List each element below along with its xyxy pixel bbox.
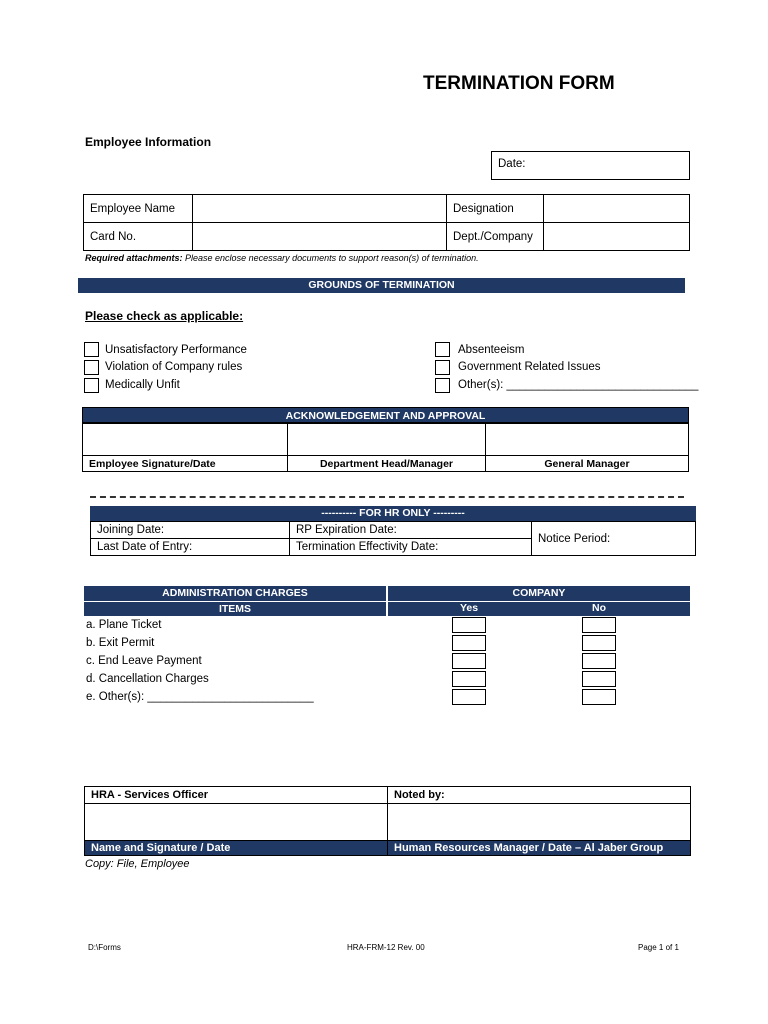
grounds-bar: GROUNDS OF TERMINATION [78,278,685,293]
dept-company-label: Dept./Company [447,223,544,251]
name-signature-caption: Name and Signature / Date [85,841,388,856]
footer-page-number: Page 1 of 1 [638,943,679,952]
employee-signature-caption: Employee Signature/Date [83,456,288,472]
yes-header-label: Yes [460,602,479,614]
rp-expiration-cell[interactable]: RP Expiration Date: [290,522,532,539]
no-checkbox-exit-permit[interactable] [582,635,616,651]
ground-label-medically-unfit: Medically Unfit [105,379,180,391]
termination-effectivity-cell[interactable]: Termination Effectivity Date: [290,539,532,556]
employee-signature-box[interactable] [83,424,288,456]
general-manager-caption: General Manager [486,456,689,472]
approval-bar: ACKNOWLEDGEMENT AND APPROVAL [82,407,689,423]
checkbox-absenteeism[interactable] [435,342,450,357]
grounds-left-group [84,342,414,397]
admin-item-plane-ticket: a. Plane Ticket [86,619,162,631]
yes-checkbox-end-leave[interactable] [452,653,486,669]
cut-line-divider [90,496,684,498]
copy-note: Copy: File, Employee [85,858,190,870]
notice-period-cell[interactable]: Notice Period: [532,522,696,556]
designation-label: Designation [447,195,544,223]
no-checkbox-plane-ticket[interactable] [582,617,616,633]
hra-officer-signature-box[interactable] [85,804,388,841]
check-applicable-heading: Please check as applicable: [85,309,244,323]
employee-name-field[interactable] [193,195,447,223]
admin-item-others: e. Other(s): __________________________ [86,691,314,703]
employee-info-table [83,194,690,251]
yes-checkbox-exit-permit[interactable] [452,635,486,651]
ground-label-violation: Violation of Company rules [105,361,243,373]
yes-no-header [388,602,690,616]
card-no-field[interactable] [193,223,447,251]
checkbox-others[interactable] [435,378,450,393]
general-manager-signature-box[interactable] [486,424,689,456]
form-title: TERMINATION FORM [423,73,615,94]
checkbox-violation[interactable] [84,360,99,375]
checkbox-medically-unfit[interactable] [84,378,99,393]
yes-checkbox-cancellation[interactable] [452,671,486,687]
items-header: ITEMS [84,602,386,616]
date-label: Date: [498,158,526,170]
designation-field[interactable] [544,195,690,223]
ground-label-government: Government Related Issues [458,361,601,373]
grounds-right-group [435,342,699,397]
no-checkbox-cancellation[interactable] [582,671,616,687]
no-checkbox-others[interactable] [582,689,616,705]
ground-label-others: Other(s): ______________________________ [458,379,699,391]
required-attachments-text: Please enclose necessary documents to support reason(s) of termination. [182,253,479,263]
ground-label-unsatisfactory: Unsatisfactory Performance [105,344,247,356]
hr-manager-caption: Human Resources Manager / Date – Al Jaber Group [388,841,691,856]
noted-by-signature-box[interactable] [388,804,691,841]
dept-company-field[interactable] [544,223,690,251]
date-field[interactable] [491,151,690,180]
department-head-signature-box[interactable] [288,424,486,456]
checkbox-government[interactable] [435,360,450,375]
employee-name-label: Employee Name [84,195,193,223]
required-attachments-label: Required attachments: [85,253,183,263]
ground-label-absenteeism: Absenteeism [458,344,525,356]
admin-item-cancellation: d. Cancellation Charges [86,673,209,685]
admin-item-exit-permit: b. Exit Permit [86,637,155,649]
approval-table [82,423,689,472]
required-attachments-note [85,253,479,263]
yes-checkbox-plane-ticket[interactable] [452,617,486,633]
department-head-caption: Department Head/Manager [288,456,486,472]
admin-item-end-leave: c. End Leave Payment [86,655,202,667]
admin-charges-header: ADMINISTRATION CHARGES [84,586,386,601]
signoff-table [84,786,691,856]
checkbox-unsatisfactory[interactable] [84,342,99,357]
hr-only-bar: ---------- FOR HR ONLY --------- [90,506,696,521]
employee-info-heading: Employee Information [85,135,212,149]
no-checkbox-end-leave[interactable] [582,653,616,669]
hra-officer-title: HRA - Services Officer [85,787,388,804]
no-header-label: No [592,602,606,614]
card-no-label: Card No. [84,223,193,251]
footer-form-code: HRA-FRM-12 Rev. 00 [347,943,425,952]
hr-only-table [90,521,696,556]
footer-path: D:\Forms [88,943,121,952]
noted-by-title: Noted by: [388,787,691,804]
joining-date-cell[interactable]: Joining Date: [91,522,290,539]
last-date-entry-cell[interactable]: Last Date of Entry: [91,539,290,556]
company-header: COMPANY [388,586,690,601]
yes-checkbox-others[interactable] [452,689,486,705]
